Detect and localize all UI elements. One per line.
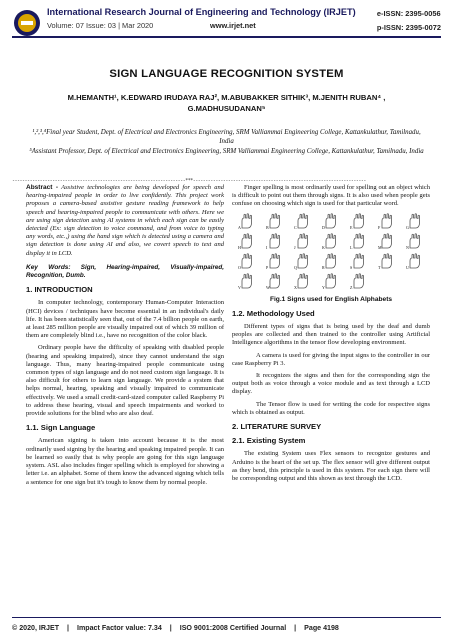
p-issn: p-ISSN: 2395-0072 bbox=[376, 23, 441, 32]
affiliation-professor: ⁵Assistant Professor, Dept. of Electrical and Electronics Engineering, SRM Valliammai Engineering College, Kattankulathur, Tamilnadu, India bbox=[29, 147, 424, 155]
affiliation-students: ¹,²,³,⁴Final year Student, Dept. of Electrical and Electronics Engineering, SRM Valliammai Engineering College, Kattankulathur, Tamilnadu, India bbox=[32, 129, 421, 146]
section-heading-methodology: 1.2. Methodology Used bbox=[232, 308, 315, 318]
hand-sign-letter: X bbox=[294, 284, 297, 290]
hand-sign-letter: I bbox=[266, 244, 268, 250]
hand-sign-l-icon bbox=[350, 233, 367, 249]
paragraph: Finger spelling is most ordinarily used for spelling out an object which is difficult to point out them through signs. It is also used when people gets confuse on choosing which sign is used for that particular word. bbox=[232, 184, 430, 208]
hand-sign-letter: E bbox=[350, 224, 353, 230]
paper-title: SIGN LANGUAGE RECOGNITION SYSTEM bbox=[109, 68, 344, 80]
e-issn: e-ISSN: 2395-0056 bbox=[376, 9, 441, 18]
hand-sign-x-icon bbox=[294, 273, 311, 289]
hand-sign-j-icon bbox=[294, 233, 311, 249]
footer-page: Page 4198 bbox=[304, 624, 339, 632]
volume-issue: Volume: 07 Issue: 03 | Mar 2020 bbox=[47, 21, 154, 30]
hand-sign-w-icon bbox=[266, 273, 283, 289]
left-column bbox=[26, 184, 224, 491]
abstract-text: Assistive technologies are being developed for speech and hearing-impaired people in order to live confidently. This project work proposes a camera-based assistive gesture reading framework to help speech and hearing-impaired people to communicate with others. Here we are using sign detection using AI systems in which each sign can be easily detected (Ex: sign detection to voice command, and from voice to typing any words, etc.,) using the hand sign which is detected using a camera and sign detection is done using AI and also, we covert speech to text and display it in LCD. bbox=[26, 184, 224, 257]
hand-sign-n-icon bbox=[406, 233, 423, 249]
hand-sign-letter: Z bbox=[350, 284, 353, 290]
hand-sign-letter: H bbox=[238, 244, 241, 250]
hand-sign-a-icon bbox=[238, 213, 255, 229]
keywords-text: Sign, Hearing-impaired, Visually-impaired, Recognition, Dumb. bbox=[26, 263, 225, 280]
hand-sign-letter: O bbox=[238, 264, 241, 270]
paragraph: A camera is used for giving the input signs to the controller in our case Raspberry Pi 3. bbox=[232, 351, 430, 367]
hand-sign-d-icon bbox=[322, 213, 339, 229]
keywords-heading: Key Words: bbox=[26, 263, 71, 271]
hand-sign-letter: W bbox=[266, 284, 270, 290]
hand-sign-letter: Q bbox=[294, 264, 297, 270]
hand-sign-i-icon bbox=[266, 233, 283, 249]
hand-sign-letter: T bbox=[378, 264, 381, 270]
header-rule bbox=[12, 36, 441, 38]
hand-sign-letter: C bbox=[294, 224, 297, 230]
author-list: M.HEMANTH¹, K.EDWARD IRUDAYA RAJ², M.ABUBAKKER SITHIK³, M.JENITH RUBAN⁴ , G.MADHUSUDANAN⁵ bbox=[67, 93, 386, 113]
hand-sign-letter: F bbox=[378, 224, 381, 230]
hand-sign-r-icon bbox=[322, 253, 339, 269]
irjet-logo-icon bbox=[12, 8, 42, 38]
hand-sign-y-icon bbox=[322, 273, 339, 289]
hand-sign-letter: R bbox=[322, 264, 325, 270]
affiliations bbox=[28, 128, 425, 156]
figure-caption: Fig.1 Signs used for English Alphabets bbox=[269, 295, 393, 303]
footer-impact: Impact Factor value: 7.34 bbox=[77, 624, 162, 632]
hand-sign-k-icon bbox=[322, 233, 339, 249]
footer-copyright: © 2020, IRJET bbox=[12, 624, 60, 632]
journal-website-link[interactable]: www.irjet.net bbox=[210, 21, 256, 30]
abstract-heading: Abstract - bbox=[26, 184, 58, 191]
hand-sign-h-icon bbox=[238, 233, 255, 249]
hand-sign-v-icon bbox=[238, 273, 255, 289]
hand-sign-letter: D bbox=[322, 224, 325, 230]
hand-sign-letter: P bbox=[266, 264, 269, 270]
hand-sign-letter: G bbox=[406, 224, 409, 230]
right-column bbox=[232, 184, 430, 487]
page-footer: © 2020, IRJET | Impact Factor value: 7.34 | ISO 9001:2008 Certified Journal | Page 4198 bbox=[12, 624, 339, 632]
hand-sign-letter: U bbox=[406, 264, 409, 270]
hand-sign-letter: K bbox=[322, 244, 325, 250]
section-separator: ---------------------------------------------------------------------***--------------------------------------------------------------------- bbox=[12, 178, 366, 184]
section-heading-literature-survey: 2. LITERATURE SURVEY bbox=[232, 422, 322, 432]
hand-sign-t-icon bbox=[378, 253, 395, 269]
hand-sign-letter: B bbox=[266, 224, 269, 230]
hand-sign-e-icon bbox=[350, 213, 367, 229]
keywords bbox=[26, 264, 224, 280]
hand-sign-g-icon bbox=[406, 213, 423, 229]
paragraph: Ordinary people have the difficulty of speaking with disabled people (hearing and speaking impaired), since they cannot understand the sign language. Thus, many hearing-impaired people communicate using common types of sign language and do not need custom sign language. It is also difficult for others to learn sign language. We provide a system that helps normal, hearing, speaking and visually impaired to communicate effectively. We used a small credit-card-sized computer called Raspberry Pi to address these hearing, visual and speech impairments and worked to provide solutions for the blind who are also deaf. bbox=[26, 344, 224, 418]
paragraph: The existing System uses Flex sensors to recognize gestures and Arduino is the heart of the set up. The flex sensor will give different output as they bend, this principle is used in this system. For each sign there will be corresponding output and this shown as text through the LCD. bbox=[232, 450, 430, 483]
paragraph: It recognizes the signs and then for the corresponding sign the output both as voice through a voice module and as text through a LCD display. bbox=[232, 372, 430, 396]
paragraph: Different types of signs that is being used by the deaf and dumb peoples are collected and then trained to the controller using Artificial Intelligence algorithms in the tensor flow developing environment. bbox=[232, 323, 430, 347]
hand-sign-letter: S bbox=[350, 264, 353, 270]
paragraph: In computer technology, contemporary Human-Computer Interaction (HCI) devices / techniques have become essential in an individual's daily life. It has been statistically seen that, out of the 7.4 billion people on earth, at least 285 million people are visually impaired out of which 39 million of them are completely blind i.e., have no recognition of the color black. bbox=[26, 299, 224, 340]
hand-sign-z-icon bbox=[350, 273, 367, 289]
paragraph: American signing is taken into account because it is the most ordinarily used signing by the hearing and speaking impaired people. It can be learned so easily that is why people are going for this sign language system. ASL also includes finger spelling which is employed for showing a letter i.e. an alphabet. Some of them know the advanced signing which tells a sentence for one sign but it's tough to know them by normal people. bbox=[26, 437, 224, 486]
hand-sign-letter: Y bbox=[322, 284, 325, 290]
hand-sign-letter: A bbox=[238, 224, 241, 230]
section-heading-introduction: 1. INTRODUCTION bbox=[26, 285, 93, 295]
paragraph: The Tensor flow is used for writing the code for respective signs which is obtained as output. bbox=[232, 400, 430, 416]
hand-sign-s-icon bbox=[350, 253, 367, 269]
footer-rule bbox=[12, 617, 441, 618]
hand-sign-letter: M bbox=[378, 244, 382, 250]
issn-block bbox=[377, 7, 441, 35]
hand-sign-letter: L bbox=[350, 244, 353, 250]
abstract bbox=[26, 184, 224, 258]
hand-sign-letter: J bbox=[294, 244, 296, 250]
section-heading-sign-language: 1.1. Sign Language bbox=[26, 423, 96, 433]
footer-iso: ISO 9001:2008 Certified Journal bbox=[179, 624, 287, 632]
journal-name: International Research Journal of Engineering and Technology (IRJET) bbox=[47, 7, 356, 17]
hand-sign-f-icon bbox=[378, 213, 395, 229]
hand-sign-p-icon bbox=[266, 253, 283, 269]
hand-sign-q-icon bbox=[294, 253, 311, 269]
hand-sign-b-icon bbox=[266, 213, 283, 229]
hand-sign-m-icon bbox=[378, 233, 395, 249]
journal-header bbox=[0, 0, 453, 52]
section-heading-existing-system: 2.1. Existing System bbox=[232, 436, 306, 446]
hand-sign-u-icon bbox=[406, 253, 423, 269]
hand-sign-o-icon bbox=[238, 253, 255, 269]
hand-sign-letter: N bbox=[406, 244, 409, 250]
asl-alphabet-figure bbox=[232, 213, 430, 294]
hand-sign-c-icon bbox=[294, 213, 311, 229]
hand-sign-letter: V bbox=[238, 284, 241, 290]
